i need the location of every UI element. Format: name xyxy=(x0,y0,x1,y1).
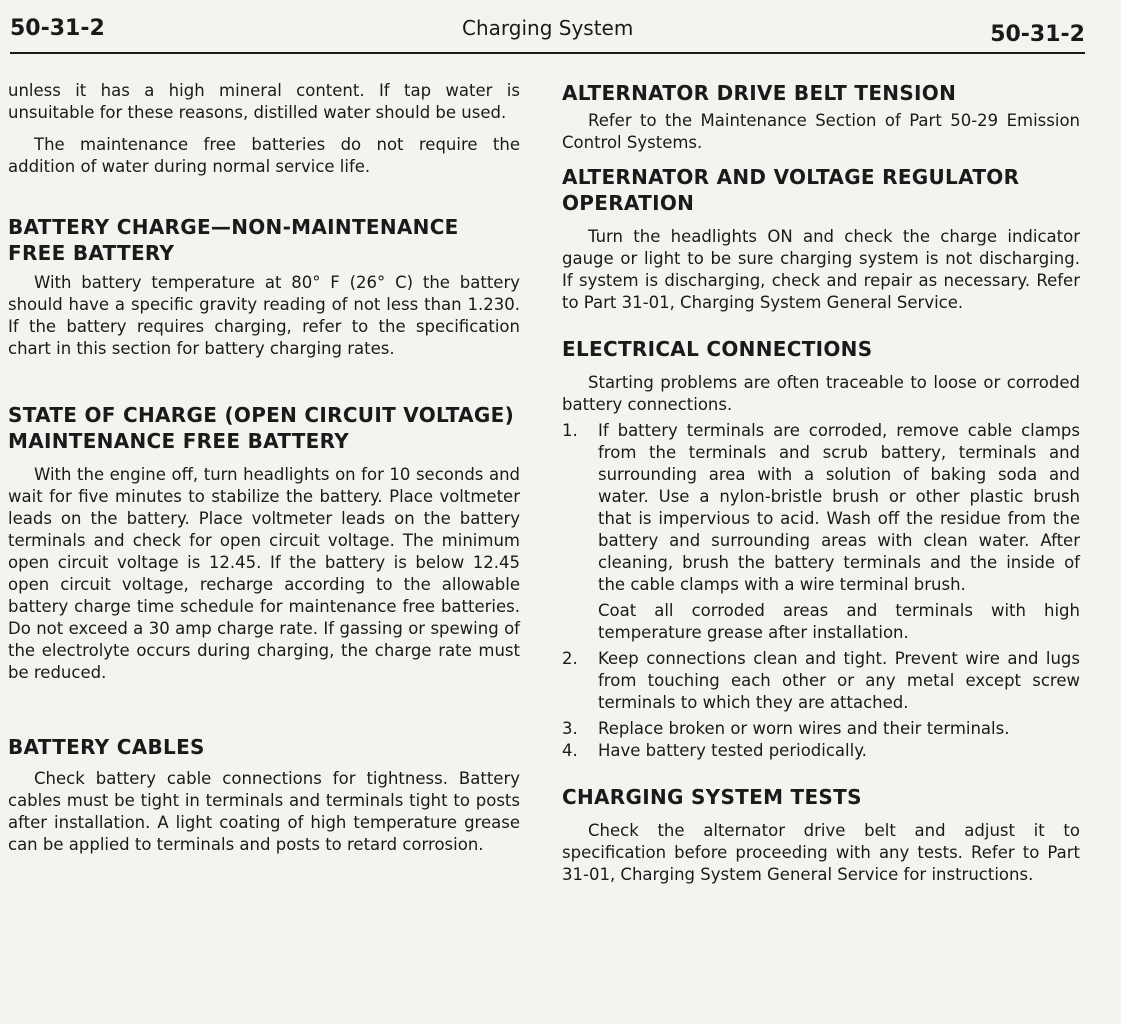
list-item xyxy=(562,718,1080,740)
electrical-connections-paragraph: Starting problems are often traceable to loose or corroded battery connections. xyxy=(562,373,1080,414)
step-continuation: Coat all corroded areas and terminals with high temperature grease after installation. xyxy=(598,601,1080,642)
step-number: 2. xyxy=(562,649,578,668)
intro-paragraph-2: The maintenance free batteries do not require the addition of water during normal service life. xyxy=(8,135,520,176)
state-of-charge-paragraph: With the engine off, turn headlights on for 10 seconds and wait for five minutes to stabilize the battery. Place voltmeter leads on the battery. Place voltmeter leads on the battery terminals and check for open circuit voltage. The minimum open circuit voltage is 12.45. If the battery is below 12.45 open circuit voltage, recharge according to the allowable battery charge time schedule for maintenance free batteries. Do not exceed a 30 amp charge rate. If gassing or spewing of the electrolyte occurs during charging, the charge rate must be reduced. xyxy=(8,465,520,682)
page-title: Charging System xyxy=(462,16,634,40)
step-number: 1. xyxy=(562,421,578,440)
left-column xyxy=(8,80,520,856)
heading-drive-belt-tension: ALTERNATOR DRIVE BELT TENSION xyxy=(562,81,957,105)
page-number-left: 50-31-2 xyxy=(10,16,105,41)
page-header xyxy=(10,12,1085,54)
heading-regulator-operation: ALTERNATOR AND VOLTAGE REGULATOR OPERATION xyxy=(562,165,1020,215)
list-item xyxy=(562,420,1080,644)
electrical-steps-list xyxy=(562,420,1080,762)
intro-paragraph-1: unless it has a high mineral content. If tap water is unsuitable for these reasons, distilled water should be used. xyxy=(8,81,520,122)
heading-battery-cables: BATTERY CABLES xyxy=(8,735,205,759)
heading-electrical-connections: ELECTRICAL CONNECTIONS xyxy=(562,337,873,361)
step-text: Have battery tested periodically. xyxy=(598,741,867,760)
list-item xyxy=(562,648,1080,714)
page-number-right: 50-31-2 xyxy=(990,22,1085,47)
charging-tests-paragraph: Check the alternator drive belt and adjust it to specification before proceeding with any tests. Refer to Part 31-01, Charging System General Service for instructions. xyxy=(562,821,1080,884)
drive-belt-paragraph: Refer to the Maintenance Section of Part 50-29 Emission Control Systems. xyxy=(562,111,1080,152)
step-text: If battery terminals are corroded, remove cable clamps from the terminals and scrub battery, terminals and surrounding area with a solution of baking soda and water. Use a nylon-bristle brush or other plastic brush that is impervious to acid. Wash off the residue from the battery and surrounding areas with clean water. After cleaning, brush the battery terminals and the inside of the cable clamps with a wire terminal brush. xyxy=(598,421,1080,594)
step-number: 4. xyxy=(562,741,578,760)
battery-cables-paragraph: Check battery cable connections for tightness. Battery cables must be tight in terminals and terminals tight to posts after installation. A light coating of high temperature grease can be applied to terminals and posts to retard corrosion. xyxy=(8,769,520,854)
heading-state-of-charge: STATE OF CHARGE (OPEN CIRCUIT VOLTAGE) MAINTENANCE FREE BATTERY xyxy=(8,403,515,453)
step-number: 3. xyxy=(562,719,578,738)
step-text: Keep connections clean and tight. Prevent wire and lugs from touching each other or any metal except screw terminals to which they are attached. xyxy=(598,649,1080,712)
list-item xyxy=(562,740,1080,762)
heading-battery-charge: BATTERY CHARGE—NON-MAINTENANCE FREE BATTERY xyxy=(8,215,459,265)
step-text: Replace broken or worn wires and their terminals. xyxy=(598,719,1010,738)
battery-charge-paragraph: With battery temperature at 80° F (26° C) the battery should have a specific gravity reading of not less than 1.230. If the battery requires charging, refer to the specification chart in this section for battery charging rates. xyxy=(8,273,520,358)
regulator-operation-paragraph: Turn the headlights ON and check the charge indicator gauge or light to be sure charging system is not discharging. If system is discharging, check and repair as necessary. Refer to Part 31-01, Charging System General Service. xyxy=(562,227,1080,312)
heading-charging-system-tests: CHARGING SYSTEM TESTS xyxy=(562,785,862,809)
right-column xyxy=(562,80,1080,886)
